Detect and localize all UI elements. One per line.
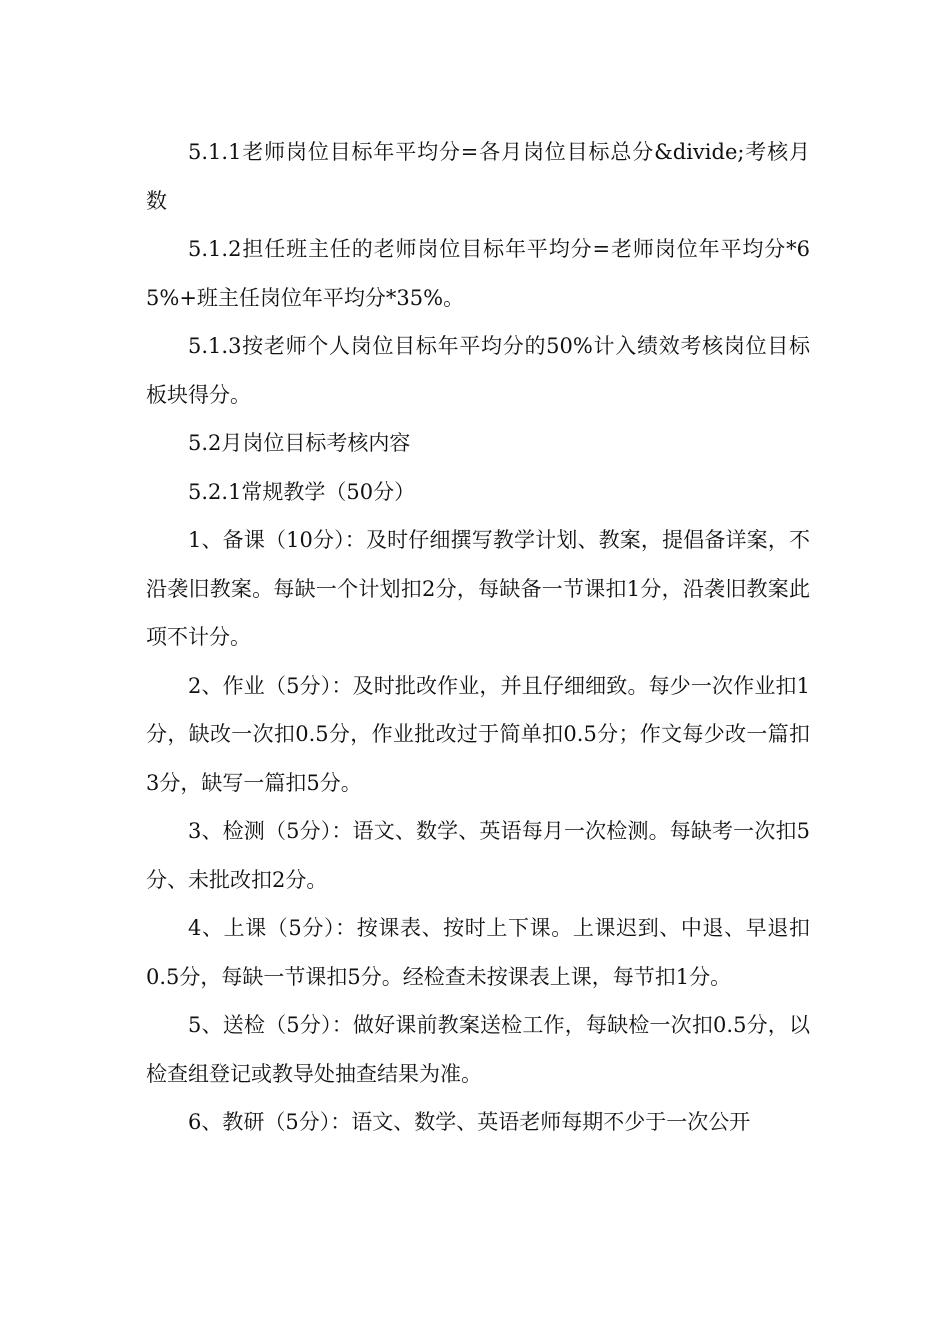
item-classes: 4、上课（5分）：按课表、按时上下课。上课迟到、中退、早退扣0.5分，每缺一节课扣5分。经检查未按课表上课，每节扣1分。 [146, 916, 810, 989]
document-body [146, 128, 810, 1147]
item-homework: 2、作业（5分）：及时批改作业，并且仔细细致。每少一次作业扣1分，缺改一次扣0.5分，作业批改过于简单扣0.5分；作文每少改一篇扣3分，缺写一篇扣5分。 [146, 673, 810, 795]
section-heading-5-2: 5.2月岗位目标考核内容 [188, 431, 411, 455]
paragraph-5-1-1: 5.1.1老师岗位目标年平均分=各月岗位目标总分&divide;考核月数 [146, 140, 810, 213]
item-submission-check: 5、送检（5分）：做好课前教案送检工作，每缺检一次扣0.5分，以检查组登记或教导处抽查结果为准。 [146, 1013, 810, 1086]
section-heading-5-2-1: 5.2.1常规教学（50分） [188, 479, 416, 504]
paragraph-5-1-3: 5.1.3按老师个人岗位目标年平均分的50%计入绩效考核岗位目标板块得分。 [146, 334, 810, 407]
item-teaching-research: 6、教研（5分）：语文、数学、英语老师每期不少于一次公开 [188, 1110, 751, 1134]
item-testing: 3、检测（5分）：语文、数学、英语每月一次检测。每缺考一次扣5分、未批改扣2分。 [146, 819, 810, 892]
paragraph-5-1-2: 5.1.2担任班主任的老师岗位目标年平均分=老师岗位年平均分*65%+班主任岗位年平均分*35%。 [146, 237, 810, 310]
item-lesson-preparation: 1、备课（10分）：及时仔细撰写教学计划、教案，提倡备详案，不沿袭旧教案。每缺一个计划扣2分，每缺备一节课扣1分，沿袭旧教案此项不计分。 [146, 528, 810, 649]
